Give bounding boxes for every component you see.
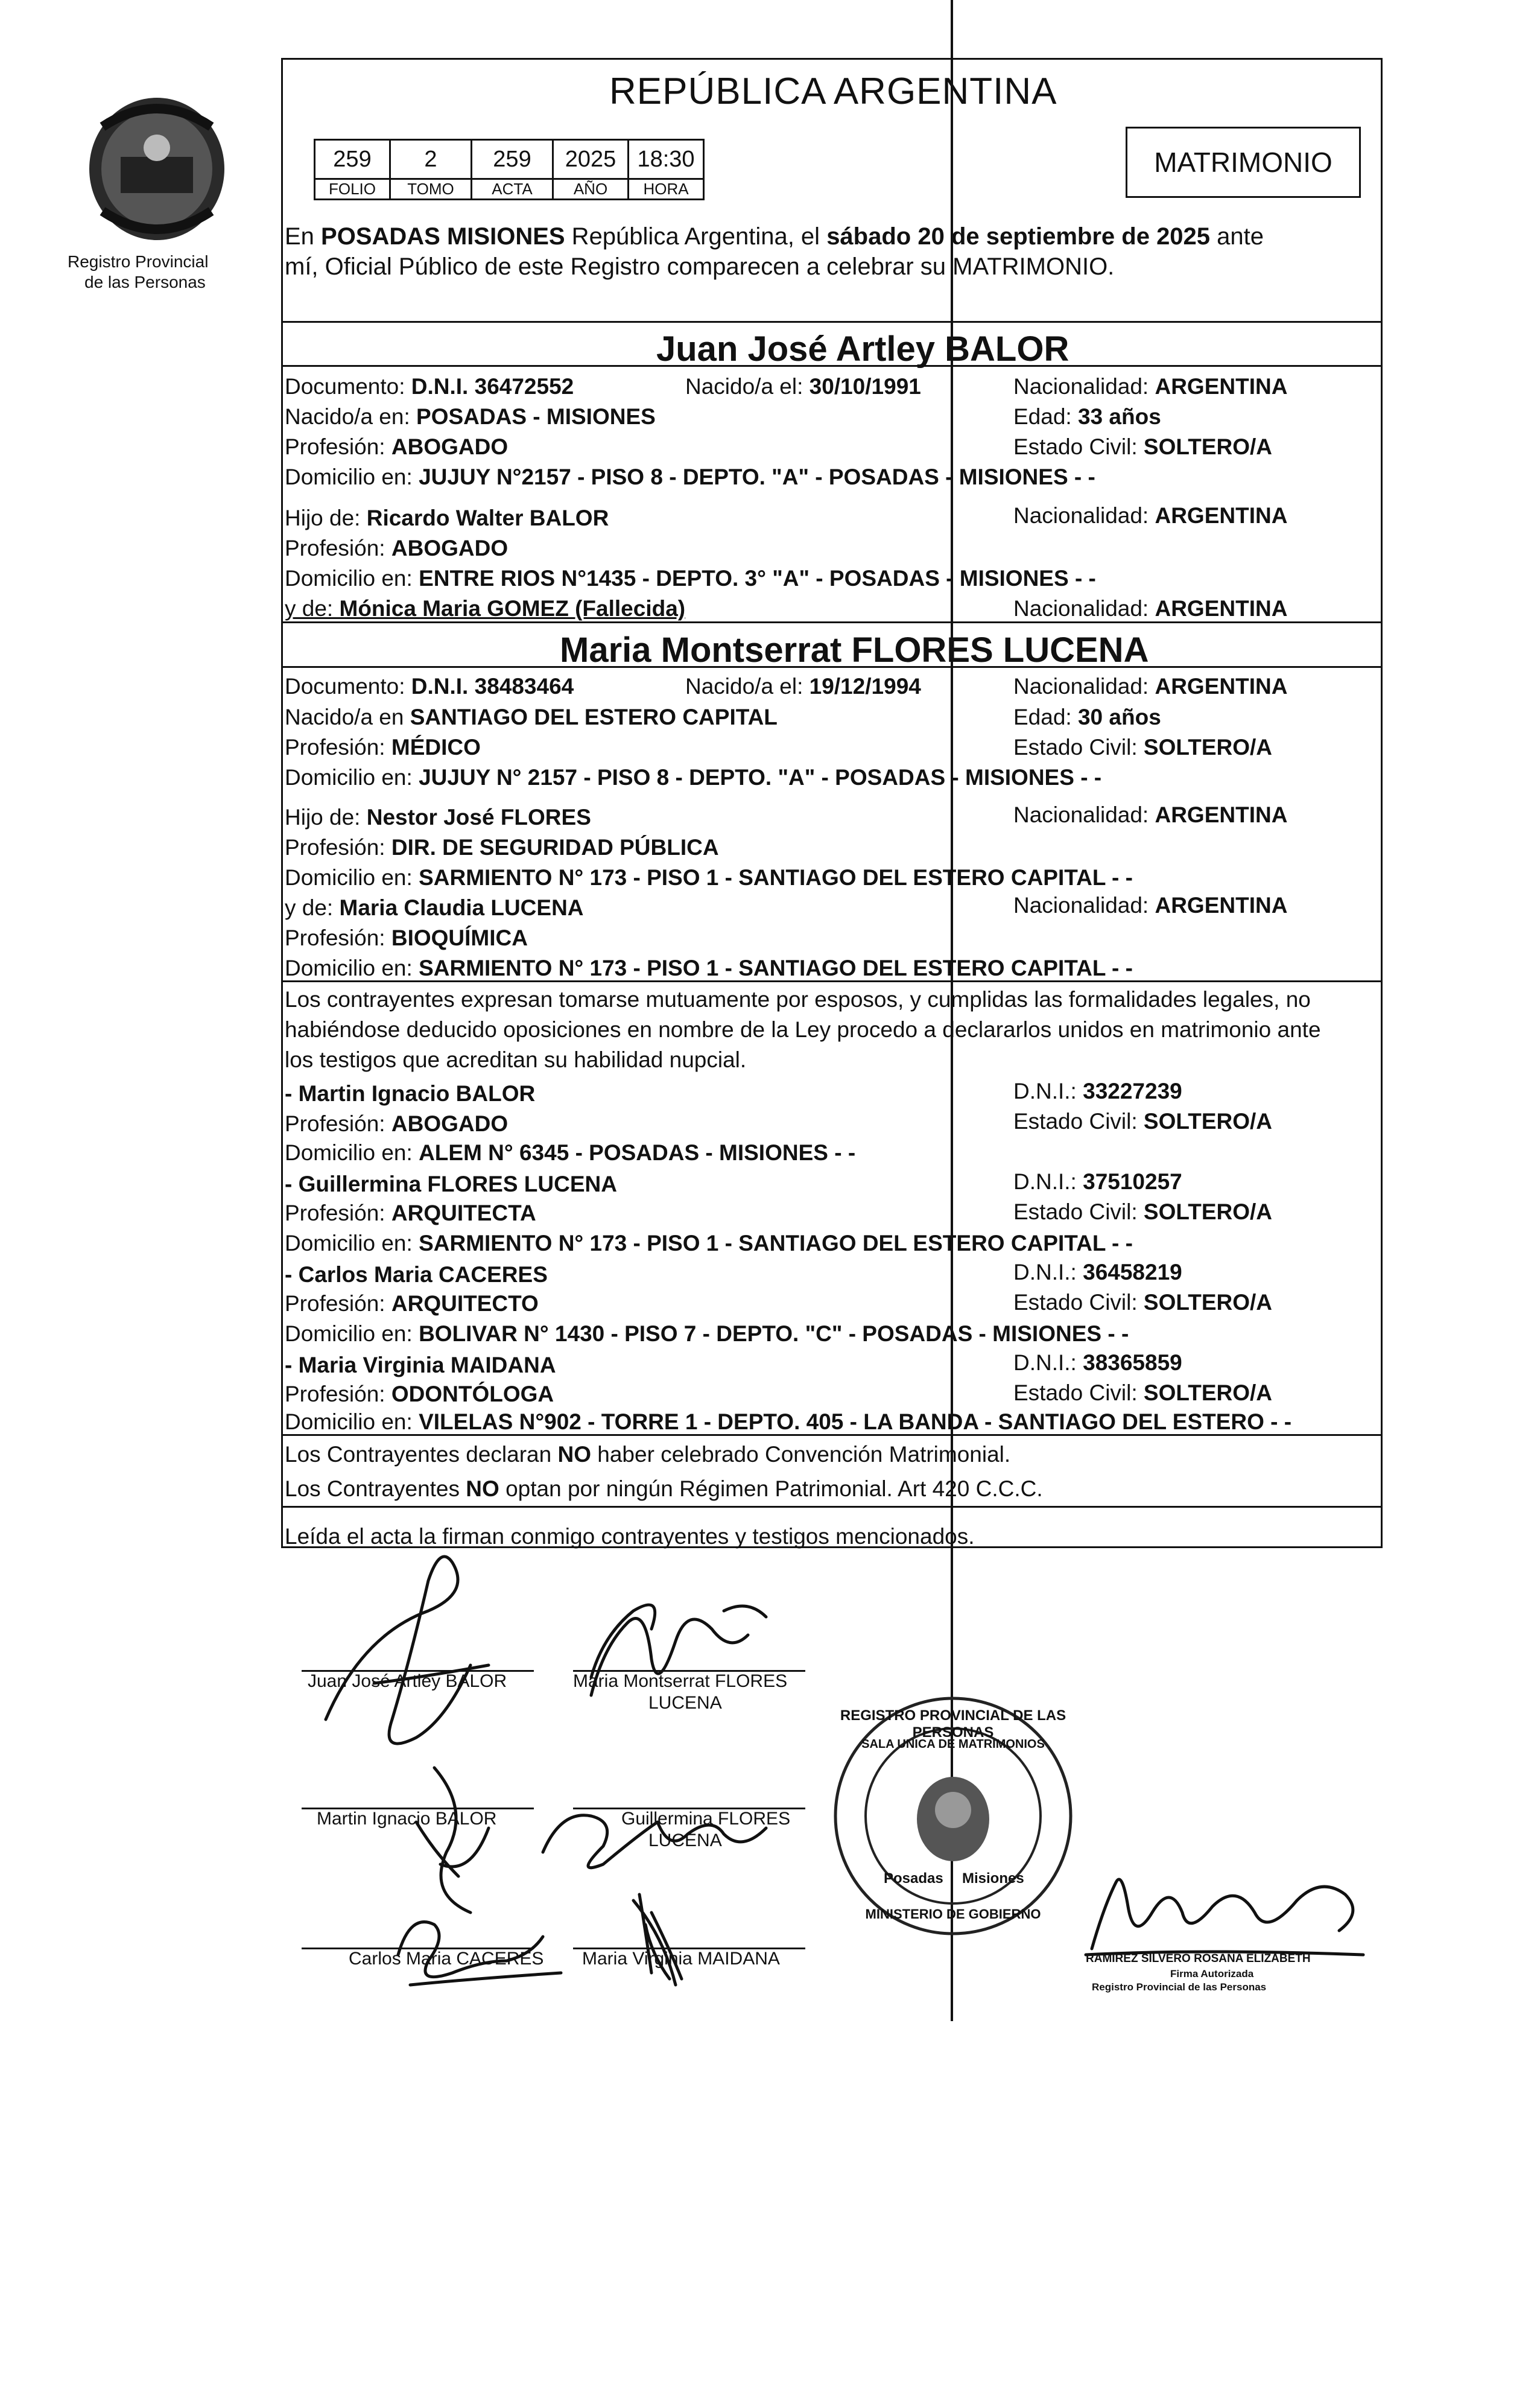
witness1-domicilio: Domicilio en: ALEM N° 6345 - POSADAS - MISIONES - -: [285, 1140, 856, 1165]
spouse1-padre-nacionalidad: Nacionalidad: ARGENTINA: [1013, 503, 1288, 528]
witness1-profesion: Profesión: ABOGADO: [285, 1111, 509, 1136]
spouse2-padre: Hijo de: Nestor José FLORES: [285, 805, 591, 830]
spouse1-domicilio: Domicilio en: JUJUY N°2157 - PISO 8 - DEPTO. "A" - POSADAS - MISIONES - -: [285, 465, 1095, 489]
registry-logo: [78, 90, 235, 247]
witness3-domicilio: Domicilio en: BOLIVAR N° 1430 - PISO 7 - DEPTO. "C" - POSADAS - MISIONES - -: [285, 1321, 1129, 1346]
spouse1-nacido-el: Nacido/a el: 30/10/1991: [685, 374, 921, 399]
acta-label: ACTA: [472, 179, 553, 200]
record-type-box: MATRIMONIO: [1126, 127, 1361, 198]
spouse1-madre: y de: Mónica Maria GOMEZ (Fallecida): [285, 596, 686, 621]
logo-caption-line2: de las Personas: [84, 273, 206, 291]
spouse2-documento: Documento: D.N.I. 38483464: [285, 674, 574, 699]
witness2-dni: D.N.I.: 37510257: [1013, 1169, 1182, 1194]
spouse2-profesion: Profesión: MÉDICO: [285, 735, 481, 760]
official-role: Firma Autorizada: [1170, 1968, 1254, 1980]
signature-virginia: [633, 1894, 682, 1985]
official-name: RAMIREZ SILVERO ROSANA ELIZABETH: [1086, 1952, 1311, 1965]
spouse1-documento: Documento: D.N.I. 36472552: [285, 374, 574, 399]
registry-stamp: [826, 1689, 1080, 1943]
statement-line3: los testigos que acreditan su habilidad nupcial.: [285, 1047, 747, 1072]
signature-label-5: Carlos Maria CACERES: [349, 1949, 544, 1969]
spouse2-padre-domicilio: Domicilio en: SARMIENTO N° 173 - PISO 1 - SANTIAGO DEL ESTERO CAPITAL - -: [285, 865, 1133, 890]
hora-label: HORA: [629, 179, 704, 200]
anio-label: AÑO: [553, 179, 629, 200]
divider-after-spouse1: [281, 621, 1383, 623]
spouse1-nacionalidad: Nacionalidad: ARGENTINA: [1013, 374, 1288, 399]
witness1-dni: D.N.I.: 33227239: [1013, 1079, 1182, 1103]
logo-caption-line1: Registro Provincial: [68, 252, 209, 271]
witness4-profesion: Profesión: ODONTÓLOGA: [285, 1382, 554, 1406]
spouse2-madre: y de: Maria Claudia LUCENA: [285, 895, 584, 920]
official-signature: [1080, 1858, 1369, 1967]
witness1-estado: Estado Civil: SOLTERO/A: [1013, 1109, 1273, 1134]
signature-label-6: Maria Virginia MAIDANA: [582, 1949, 780, 1969]
signature-carlos: [398, 1922, 561, 1985]
witness4-estado: Estado Civil: SOLTERO/A: [1013, 1380, 1273, 1405]
spouse2-domicilio: Domicilio en: JUJUY N° 2157 - PISO 8 - DEPTO. "A" - POSADAS - MISIONES - -: [285, 765, 1102, 790]
spouse2-name: Maria Montserrat FLORES LUCENA: [560, 630, 1149, 670]
spouse2-padre-profesion: Profesión: DIR. DE SEGURIDAD PÚBLICA: [285, 835, 719, 860]
signature-label-1: Juan José Artley BALOR: [308, 1671, 507, 1691]
stamp-bottom-text: MINISTERIO DE GOBIERNO: [865, 1906, 1041, 1922]
signature-maria: [591, 1605, 766, 1695]
spouse1-name: Juan José Artley BALOR: [656, 329, 1069, 369]
stamp-inner-text: SALA UNICA DE MATRIMONIOS: [861, 1738, 1045, 1751]
register-table: [314, 139, 705, 200]
spouse2-madre-domicilio: Domicilio en: SARMIENTO N° 173 - PISO 1 - SANTIAGO DEL ESTERO CAPITAL - -: [285, 956, 1133, 980]
official-office: Registro Provincial de las Personas: [1092, 1981, 1267, 1993]
statement-line2: habiéndose deducido oposiciones en nombre de la Ley procedo a declararlos unidos en matrimonio ante: [285, 1017, 1321, 1042]
convention-line1: Los Contrayentes declaran NO haber celebrado Convención Matrimonial.: [285, 1442, 1011, 1467]
stamp-place-right: Misiones: [962, 1870, 1024, 1887]
signature-label-2: Maria Montserrat FLORES: [573, 1671, 788, 1691]
signature-label-3: Martin Ignacio BALOR: [317, 1809, 497, 1829]
spouse1-padre-domicilio: Domicilio en: ENTRE RIOS N°1435 - DEPTO. 3° "A" - POSADAS - MISIONES - -: [285, 566, 1096, 591]
spouse1-nacido-en: Nacido/a en: POSADAS - MISIONES: [285, 404, 656, 429]
spouse2-nacido-en: Nacido/a en SANTIAGO DEL ESTERO CAPITAL: [285, 705, 778, 729]
witness3-name: - Carlos Maria CACERES: [285, 1262, 548, 1287]
witness4-name: - Maria Virginia MAIDANA: [285, 1353, 556, 1377]
spouse2-madre-nacionalidad: Nacionalidad: ARGENTINA: [1013, 893, 1288, 918]
spouse1-edad: Edad: 33 años: [1013, 404, 1161, 429]
convention-line2: Los Contrayentes NO optan por ningún Régimen Patrimonial. Art 420 C.C.C.: [285, 1476, 1043, 1501]
spouse1-profesion: Profesión: ABOGADO: [285, 434, 509, 459]
signature-martin: [416, 1768, 489, 1913]
acta-value: 259: [472, 140, 553, 179]
spouse2-nacido-el: Nacido/a el: 19/12/1994: [685, 674, 921, 699]
witness4-dni: D.N.I.: 38365859: [1013, 1350, 1182, 1375]
signature-label-2b: LUCENA: [648, 1693, 722, 1713]
signature-guillermina: [543, 1815, 766, 1868]
spouse2-estado: Estado Civil: SOLTERO/A: [1013, 735, 1273, 760]
provincial-seal-icon: [78, 90, 235, 247]
witness4-domicilio: Domicilio en: VILELAS N°902 - TORRE 1 - DEPTO. 405 - LA BANDA - SANTIAGO DEL ESTERO - -: [285, 1409, 1292, 1434]
divider-after-intro: [281, 321, 1383, 323]
document-title: REPÚBLICA ARGENTINA: [609, 71, 1057, 112]
spouse2-edad: Edad: 30 años: [1013, 705, 1161, 729]
spouse1-madre-nacionalidad: Nacionalidad: ARGENTINA: [1013, 596, 1288, 621]
spouse2-madre-profesion: Profesión: BIOQUÍMICA: [285, 925, 528, 950]
witness3-profesion: Profesión: ARQUITECTO: [285, 1291, 539, 1316]
tomo-label: TOMO: [390, 179, 472, 200]
spouse1-padre-profesion: Profesión: ABOGADO: [285, 536, 509, 560]
tomo-value: 2: [390, 140, 472, 179]
spouse2-padre-nacionalidad: Nacionalidad: ARGENTINA: [1013, 802, 1288, 827]
signature-juan: [326, 1557, 489, 1744]
folio-value: 259: [315, 140, 390, 179]
spouse1-estado: Estado Civil: SOLTERO/A: [1013, 434, 1273, 459]
stamp-place-left: Posadas: [884, 1870, 943, 1887]
witness1-name: - Martin Ignacio BALOR: [285, 1081, 536, 1106]
witness3-estado: Estado Civil: SOLTERO/A: [1013, 1290, 1273, 1315]
spouse1-padre: Hijo de: Ricardo Walter BALOR: [285, 506, 609, 530]
hora-value: 18:30: [629, 140, 704, 179]
anio-value: 2025: [553, 140, 629, 179]
signature-label-4b: LUCENA: [648, 1830, 722, 1850]
statement-line1: Los contrayentes expresan tomarse mutuamente por esposos, y cumplidas las formalidades legales, no: [285, 987, 1311, 1012]
spouse2-nacionalidad: Nacionalidad: ARGENTINA: [1013, 674, 1288, 699]
stamp-outer-text: REGISTRO PROVINCIAL DE LAS PERSONAS: [840, 1707, 1066, 1741]
closing-text: Leída el acta la firman conmigo contrayentes y testigos mencionados.: [285, 1524, 975, 1549]
divider-after-conventions: [281, 1506, 1383, 1508]
intro-line1: En POSADAS MISIONES República Argentina, el sábado 20 de septiembre de 2025 ante: [285, 223, 1264, 250]
witness2-domicilio: Domicilio en: SARMIENTO N° 173 - PISO 1 - SANTIAGO DEL ESTERO CAPITAL - -: [285, 1231, 1133, 1256]
folio-label: FOLIO: [315, 179, 390, 200]
signature-label-4: Guillermina FLORES: [621, 1809, 791, 1829]
witness2-profesion: Profesión: ARQUITECTA: [285, 1201, 536, 1225]
intro-line2: mí, Oficial Público de este Registro comparecen a celebrar su MATRIMONIO.: [285, 253, 1115, 280]
witness3-dni: D.N.I.: 36458219: [1013, 1260, 1182, 1284]
witness2-name: - Guillermina FLORES LUCENA: [285, 1172, 617, 1196]
witness2-estado: Estado Civil: SOLTERO/A: [1013, 1199, 1273, 1224]
